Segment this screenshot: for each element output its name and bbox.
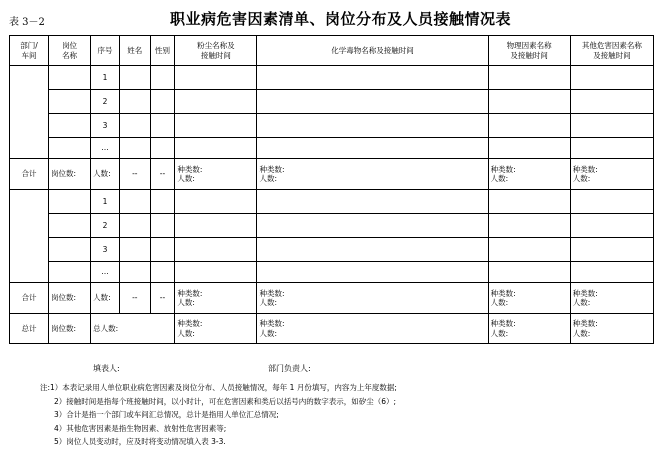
physical-cell[interactable] bbox=[488, 238, 570, 262]
footnotes bbox=[40, 381, 397, 449]
gender-cell[interactable] bbox=[150, 66, 175, 90]
subtotal-row bbox=[10, 283, 654, 314]
gender-cell[interactable] bbox=[150, 90, 175, 114]
chemical-summary: 种类数: 人数: bbox=[257, 159, 488, 190]
table-row bbox=[10, 190, 654, 214]
seq-cell: 3 bbox=[91, 114, 120, 138]
other-cell[interactable] bbox=[570, 114, 653, 138]
physical-cell[interactable] bbox=[488, 214, 570, 238]
dept-head-signature-label: 部门负责人: bbox=[268, 364, 311, 373]
chemical-cell[interactable] bbox=[257, 214, 488, 238]
seq-cell: … bbox=[91, 262, 120, 283]
other-cell[interactable] bbox=[570, 138, 653, 159]
chemical-cell[interactable] bbox=[257, 238, 488, 262]
post-count-label: 岗位数: bbox=[49, 283, 91, 314]
name-cell[interactable] bbox=[119, 114, 150, 138]
table-row bbox=[10, 238, 654, 262]
name-cell[interactable] bbox=[119, 190, 150, 214]
seq-cell: 2 bbox=[91, 90, 120, 114]
post-cell[interactable] bbox=[49, 66, 91, 90]
header-other: 其他危害因素名称 及接触时间 bbox=[570, 36, 653, 66]
table-row bbox=[10, 66, 654, 90]
post-cell[interactable] bbox=[49, 190, 91, 214]
post-cell[interactable] bbox=[49, 238, 91, 262]
other-cell[interactable] bbox=[570, 190, 653, 214]
header-physical: 物理因素名称 及接触时间 bbox=[488, 36, 570, 66]
total-row bbox=[10, 314, 654, 344]
dept-cell[interactable] bbox=[10, 190, 49, 283]
chemical-summary: 种类数: 人数: bbox=[257, 283, 488, 314]
header-dept: 部门/ 车间 bbox=[10, 36, 49, 66]
other-cell[interactable] bbox=[570, 90, 653, 114]
dust-cell[interactable] bbox=[175, 138, 257, 159]
header-seq: 序号 bbox=[91, 36, 120, 66]
dust-cell[interactable] bbox=[175, 90, 257, 114]
seq-cell: … bbox=[91, 138, 120, 159]
dash-cell: -- bbox=[150, 283, 175, 314]
post-cell[interactable] bbox=[49, 138, 91, 159]
dust-cell[interactable] bbox=[175, 114, 257, 138]
post-cell[interactable] bbox=[49, 214, 91, 238]
post-cell[interactable] bbox=[49, 114, 91, 138]
physical-cell[interactable] bbox=[488, 114, 570, 138]
physical-summary: 种类数: 人数: bbox=[488, 283, 570, 314]
table-row bbox=[10, 214, 654, 238]
gender-cell[interactable] bbox=[150, 190, 175, 214]
footnote: 4）其他危害因素是指生物因素、放射性危害因素等; bbox=[54, 423, 227, 433]
physical-cell[interactable] bbox=[488, 66, 570, 90]
seq-cell: 1 bbox=[91, 190, 120, 214]
gender-cell[interactable] bbox=[150, 214, 175, 238]
hazard-table bbox=[9, 35, 654, 344]
header-gender: 性别 bbox=[150, 36, 175, 66]
gender-cell[interactable] bbox=[150, 238, 175, 262]
name-cell[interactable] bbox=[119, 238, 150, 262]
filler-signature-label: 填表人: bbox=[93, 364, 120, 373]
dept-cell[interactable] bbox=[10, 66, 49, 159]
dust-cell[interactable] bbox=[175, 238, 257, 262]
person-count-label: 人数: bbox=[91, 283, 120, 314]
dust-summary: 种类数: 人数: bbox=[175, 314, 257, 344]
dust-cell[interactable] bbox=[175, 262, 257, 283]
chemical-cell[interactable] bbox=[257, 90, 488, 114]
dust-cell[interactable] bbox=[175, 190, 257, 214]
other-cell[interactable] bbox=[570, 214, 653, 238]
post-count-label: 岗位数: bbox=[49, 159, 91, 190]
header-post: 岗位 名称 bbox=[49, 36, 91, 66]
seq-cell: 3 bbox=[91, 238, 120, 262]
physical-cell[interactable] bbox=[488, 262, 570, 283]
footnote: 5）岗位人员变动时，应及时将变动情况填入表 3-3. bbox=[54, 437, 226, 447]
gender-cell[interactable] bbox=[150, 114, 175, 138]
other-summary: 种类数: 人数: bbox=[570, 283, 653, 314]
other-cell[interactable] bbox=[570, 66, 653, 90]
header-chemical: 化学毒物名称及接触时间 bbox=[257, 36, 488, 66]
header-dust: 粉尘名称及 接触时间 bbox=[175, 36, 257, 66]
name-cell[interactable] bbox=[119, 214, 150, 238]
chemical-summary: 种类数: 人数: bbox=[257, 314, 488, 344]
other-summary: 种类数: 人数: bbox=[570, 159, 653, 190]
chemical-cell[interactable] bbox=[257, 190, 488, 214]
seq-cell: 1 bbox=[91, 66, 120, 90]
table-number: 表 3－2 bbox=[9, 17, 45, 28]
seq-cell: 2 bbox=[91, 214, 120, 238]
footnote: 注:1）本表记录用人单位职业病危害因素及岗位分布、人员接触情况，每年 1 月份填写，内容为上年度数据; bbox=[40, 383, 397, 392]
dash-cell: -- bbox=[119, 283, 150, 314]
other-cell[interactable] bbox=[570, 238, 653, 262]
physical-cell[interactable] bbox=[488, 90, 570, 114]
table-row bbox=[10, 90, 654, 114]
post-cell[interactable] bbox=[49, 262, 91, 283]
physical-summary: 种类数: 人数: bbox=[488, 314, 570, 344]
subtotal-label: 合计 bbox=[10, 283, 49, 314]
dust-summary: 种类数: 人数: bbox=[175, 283, 257, 314]
table-row bbox=[10, 138, 654, 159]
header-name: 姓名 bbox=[119, 36, 150, 66]
subtotal-row bbox=[10, 159, 654, 190]
gender-cell[interactable] bbox=[150, 138, 175, 159]
gender-cell[interactable] bbox=[150, 262, 175, 283]
dust-cell[interactable] bbox=[175, 214, 257, 238]
name-cell[interactable] bbox=[119, 262, 150, 283]
header-row bbox=[10, 36, 654, 66]
chemical-cell[interactable] bbox=[257, 66, 488, 90]
total-post-count: 岗位数: bbox=[49, 314, 91, 344]
dust-cell[interactable] bbox=[175, 66, 257, 90]
table-row bbox=[10, 262, 654, 283]
dust-summary: 种类数: 人数: bbox=[175, 159, 257, 190]
footnote: 2）接触时间是指每个班接触时间，以小时计，可在危害因素和类后以括号内的数字表示，如矽尘（6）; bbox=[54, 396, 397, 406]
dash-cell: -- bbox=[150, 159, 175, 190]
name-cell[interactable] bbox=[119, 90, 150, 114]
post-cell[interactable] bbox=[49, 90, 91, 114]
table-row bbox=[10, 114, 654, 138]
chemical-cell[interactable] bbox=[257, 262, 488, 283]
person-count-label: 人数: bbox=[91, 159, 120, 190]
other-cell[interactable] bbox=[570, 262, 653, 283]
name-cell[interactable] bbox=[119, 138, 150, 159]
name-cell[interactable] bbox=[119, 66, 150, 90]
physical-summary: 种类数: 人数: bbox=[488, 159, 570, 190]
dash-cell: -- bbox=[119, 159, 150, 190]
total-persons: 总人数: bbox=[91, 314, 175, 344]
page-title: 职业病危害因素清单、岗位分布及人员接触情况表 bbox=[170, 10, 512, 28]
physical-cell[interactable] bbox=[488, 138, 570, 159]
other-summary: 种类数: 人数: bbox=[570, 314, 653, 344]
chemical-cell[interactable] bbox=[257, 138, 488, 159]
subtotal-label: 合计 bbox=[10, 159, 49, 190]
total-label: 总计 bbox=[10, 314, 49, 344]
chemical-cell[interactable] bbox=[257, 114, 488, 138]
physical-cell[interactable] bbox=[488, 190, 570, 214]
footnote: 3）合计是指一个部门或车间汇总情况，总计是指用人单位汇总情况; bbox=[54, 410, 279, 420]
